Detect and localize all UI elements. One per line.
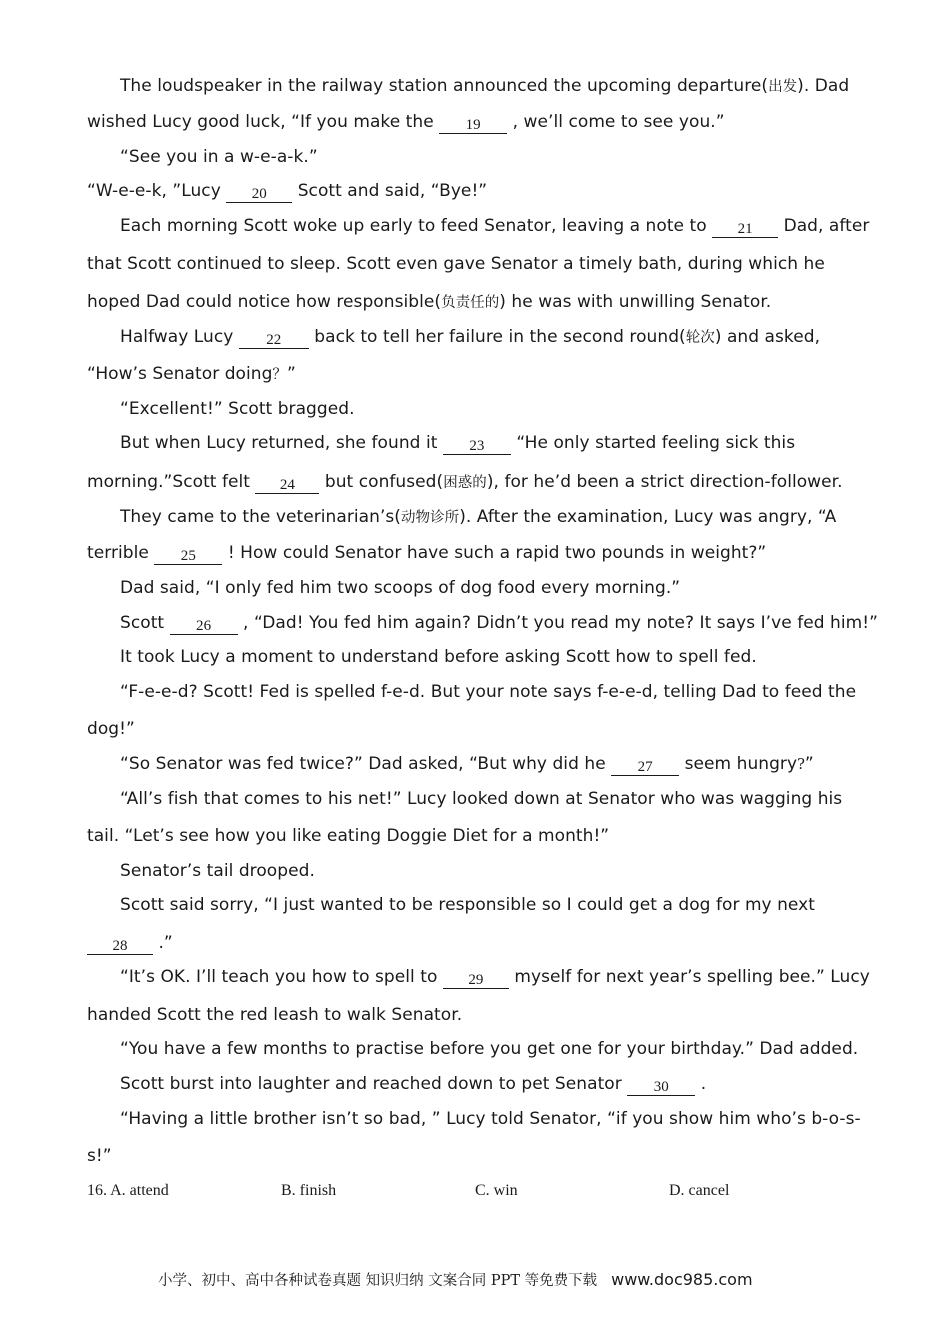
- passage-line: Scott said sorry, “I just wanted to be responsible so I could get a dog for my next: [120, 895, 815, 915]
- passage-line: wished Lucy good luck, “If you make the 19 , we’ll come to see you.”: [87, 112, 725, 133]
- blank-27: 27: [611, 759, 679, 776]
- passage-line: “You have a few months to practise before you get one for your birthday.” Dad added.: [120, 1039, 859, 1059]
- passage-line: It took Lucy a moment to understand before asking Scott how to spell fed.: [120, 647, 757, 667]
- option-d: D. cancel: [669, 1182, 730, 1199]
- blank-21: 21: [712, 221, 778, 238]
- passage-line: The loudspeaker in the railway station announced the upcoming departure(出发). Dad: [120, 76, 850, 96]
- blank-23: 23: [443, 438, 511, 455]
- option-a: 16. A. attend: [87, 1182, 169, 1199]
- passage-line: “See you in a w-e-a-k.”: [120, 147, 318, 167]
- page-footer: [158, 1269, 753, 1290]
- passage-line: They came to the veterinarian’s(动物诊所). After the examination, Lucy was angry, “A: [120, 507, 837, 527]
- blank-28: 28: [87, 938, 153, 955]
- passage-line: Halfway Lucy 22 back to tell her failure in the second round(轮次) and asked,: [120, 327, 821, 348]
- option-b: B. finish: [281, 1182, 337, 1199]
- passage-line: “F-e-e-d? Scott! Fed is spelled f-e-d. But your note says f-e-e-d, telling Dad to feed the: [120, 682, 857, 702]
- passage-line: “Excellent!” Scott bragged.: [120, 399, 355, 419]
- passage-line: morning.”Scott felt 24 but confused(困惑的), for he’d been a strict direction-follower.: [87, 472, 843, 493]
- passage-line: s!”: [87, 1146, 112, 1166]
- footer-url[interactable]: www.doc985.com: [611, 1270, 753, 1289]
- passage-line: “All’s fish that comes to his net!” Lucy looked down at Senator who was wagging his: [120, 789, 843, 809]
- passage-line: that Scott continued to sleep. Scott even gave Senator a timely bath, during which he: [87, 254, 825, 274]
- passage-line: Scott burst into laughter and reached down to pet Senator 30 .: [120, 1074, 707, 1095]
- blank-30: 30: [627, 1079, 695, 1096]
- passage-line: handed Scott the red leash to walk Senator.: [87, 1005, 463, 1025]
- blank-20: 20: [226, 186, 292, 203]
- passage-line: “Having a little brother isn’t so bad, ” Lucy told Senator, “if you show him who’s b-o-s-: [120, 1109, 861, 1129]
- blank-26: 26: [170, 618, 238, 635]
- passage-line: Scott 26 , “Dad! You fed him again? Didn’t you read my note? It says I’ve fed him!”: [120, 613, 878, 634]
- passage-line: “So Senator was fed twice?” Dad asked, “But why did he 27 seem hungry?”: [120, 754, 814, 775]
- passage-line: hoped Dad could notice how responsible(负责任的) he was with unwilling Senator.: [87, 292, 772, 312]
- footer-text: 小学、初中、高中各种试卷真题 知识归纳 文案合同 PPT 等免费下载: [158, 1273, 598, 1289]
- passage-line: 28 .”: [87, 933, 173, 955]
- blank-22: 22: [239, 332, 309, 349]
- passage-line: Dad said, “I only fed him two scoops of dog food every morning.”: [120, 578, 681, 598]
- passage-line: “How’s Senator doing？”: [87, 364, 296, 384]
- passage-line: Senator’s tail drooped.: [120, 861, 315, 881]
- blank-29: 29: [443, 972, 509, 989]
- passage-line: dog!”: [87, 719, 135, 739]
- passage-line: Each morning Scott woke up early to feed Senator, leaving a note to 21 Dad, after: [120, 216, 870, 237]
- blank-25: 25: [154, 548, 222, 565]
- blank-24: 24: [255, 477, 319, 494]
- passage-line: “W-e-e-k, ”Lucy 20 Scott and said, “Bye!”: [87, 181, 488, 202]
- passage-line: tail. “Let’s see how you like eating Doggie Diet for a month!”: [87, 826, 610, 846]
- blank-19: 19: [439, 117, 507, 134]
- option-c: C. win: [475, 1182, 518, 1199]
- passage-line: But when Lucy returned, she found it 23 “He only started feeling sick this: [120, 433, 796, 454]
- passage-line: “It’s OK. I’ll teach you how to spell to 29 myself for next year’s spelling bee.” Lucy: [120, 967, 870, 988]
- passage-line: terrible 25 ! How could Senator have such a rapid two pounds in weight?”: [87, 543, 767, 564]
